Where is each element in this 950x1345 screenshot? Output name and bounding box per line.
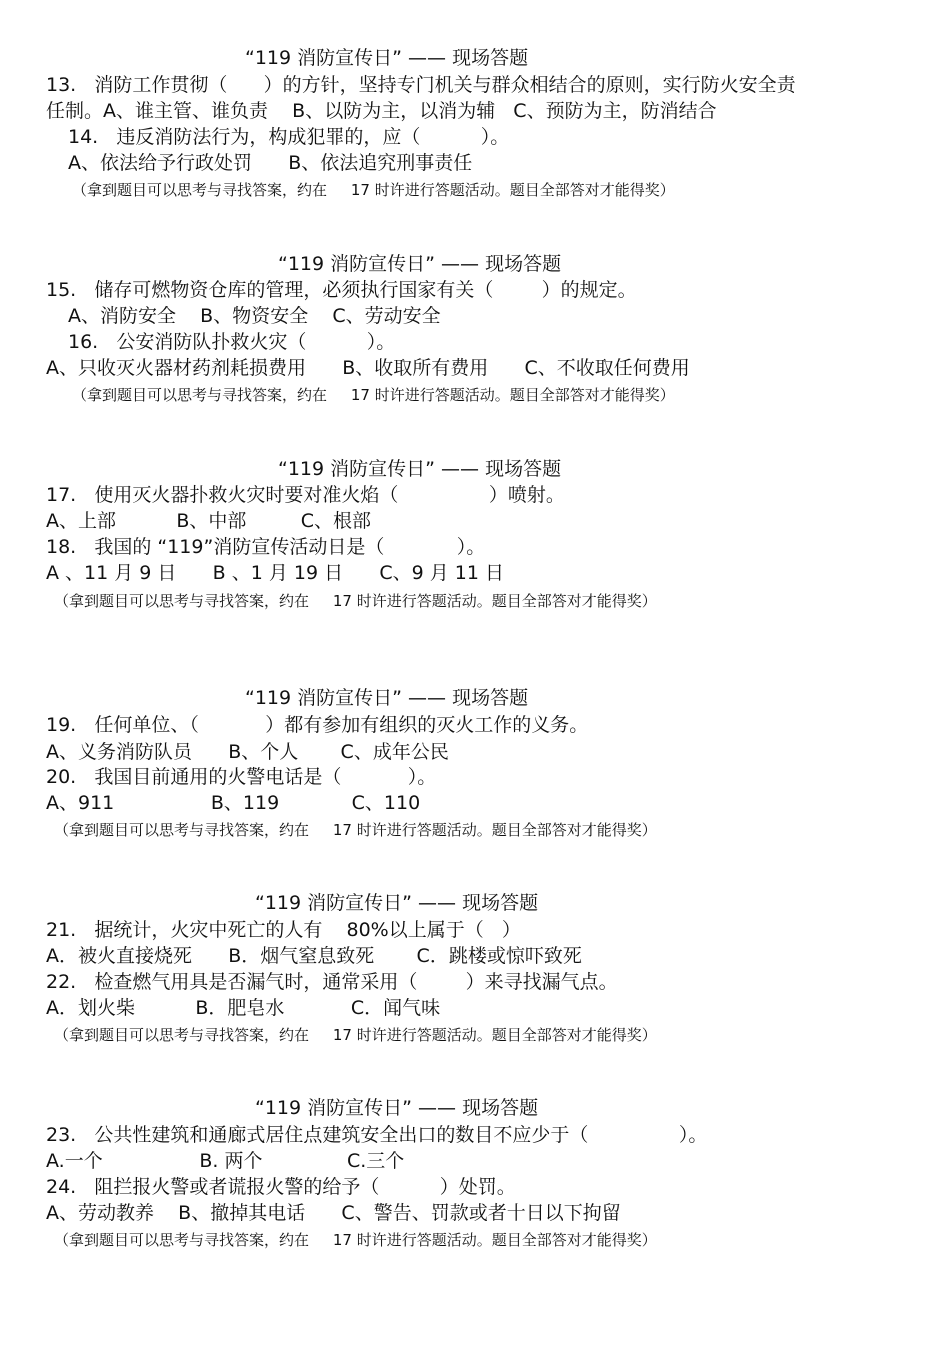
answer-options: A、义务消防队员 B、个人 C、成年公民 (46, 741, 449, 763)
activity-note: （拿到题目可以思考与寻找答案，约在 17 时许进行答题活动。题目全部答对才能得奖） (72, 386, 675, 404)
answer-options: A、消防安全 B、物资安全 C、劳动安全 (68, 305, 441, 327)
question-line: 24. 阻拦报火警或者谎报火警的给予（ ）处罚。 (46, 1176, 516, 1198)
question-line: 21. 据统计，火灾中死亡的人有 80%以上属于（ ） (46, 919, 521, 941)
section-title: “119 消防宣传日” —— 现场答题 (245, 687, 529, 709)
section-title: “119 消防宣传日” —— 现场答题 (245, 47, 529, 69)
question-line: 18. 我国的 “119”消防宣传活动日是（ ）。 (46, 536, 486, 558)
answer-options: A、劳动教养 B、撤掉其电话 C、警告、罚款或者十日以下拘留 (46, 1202, 621, 1224)
question-line: 17. 使用灭火器扑救火灾时要对准火焰（ ）喷射。 (46, 484, 565, 506)
activity-note: （拿到题目可以思考与寻找答案，约在 17 时许进行答题活动。题目全部答对才能得奖） (54, 592, 657, 610)
answer-options: A、上部 B、中部 C、根部 (46, 510, 372, 532)
answer-options: A、只收灭火器材药剂耗损费用 B、收取所有费用 C、不收取任何费用 (46, 357, 690, 379)
question-line: 15. 储存可燃物资仓库的管理，必须执行国家有关（ ）的规定。 (46, 279, 637, 301)
answer-options: A、依法给予行政处罚 B、依法追究刑事责任 (68, 152, 473, 174)
answer-options: A.一个 B. 两个 C.三个 (46, 1150, 405, 1172)
question-line: 23. 公共性建筑和通廊式居住点建筑安全出口的数目不应少于（ ）。 (46, 1124, 708, 1146)
activity-note: （拿到题目可以思考与寻找答案，约在 17 时许进行答题活动。题目全部答对才能得奖） (54, 1026, 657, 1044)
answer-options: A．划火柴 B．肥皂水 C．闻气味 (46, 997, 441, 1019)
section-title: “119 消防宣传日” —— 现场答题 (278, 458, 562, 480)
activity-note: （拿到题目可以思考与寻找答案，约在 17 时许进行答题活动。题目全部答对才能得奖） (72, 181, 675, 199)
answer-options: A、911 B、119 C、110 (46, 792, 421, 814)
section-title: “119 消防宣传日” —— 现场答题 (255, 892, 539, 914)
question-line: 13. 消防工作贯彻（ ）的方针，坚持专门机关与群众相结合的原则，实行防火安全责 (46, 74, 796, 96)
question-line: 20. 我国目前通用的火警电话是（ ）。 (46, 766, 437, 788)
answer-options: A．被火直接烧死 B．烟气窒息致死 C．跳楼或惊吓致死 (46, 945, 582, 967)
question-line: 22. 检查燃气用具是否漏气时，通常采用（ ）来寻找漏气点。 (46, 971, 618, 993)
question-line: 任制。A、谁主管、谁负责 B、以防为主，以消为辅 C、预防为主，防消结合 (46, 100, 717, 122)
question-line: 19. 任何单位、（ ）都有参加有组织的灭火工作的义务。 (46, 714, 589, 736)
section-title: “119 消防宣传日” —— 现场答题 (278, 253, 562, 275)
answer-options: A 、11 月 9 日 B 、1 月 19 日 C、9 月 11 日 (46, 562, 505, 584)
activity-note: （拿到题目可以思考与寻找答案，约在 17 时许进行答题活动。题目全部答对才能得奖） (54, 821, 657, 839)
question-line: 14. 违反消防法行为，构成犯罪的，应（ ）。 (68, 126, 510, 148)
section-title: “119 消防宣传日” —— 现场答题 (255, 1097, 539, 1119)
activity-note: （拿到题目可以思考与寻找答案，约在 17 时许进行答题活动。题目全部答对才能得奖） (54, 1231, 657, 1249)
question-line: 16. 公安消防队扑救火灾（ ）。 (68, 331, 396, 353)
